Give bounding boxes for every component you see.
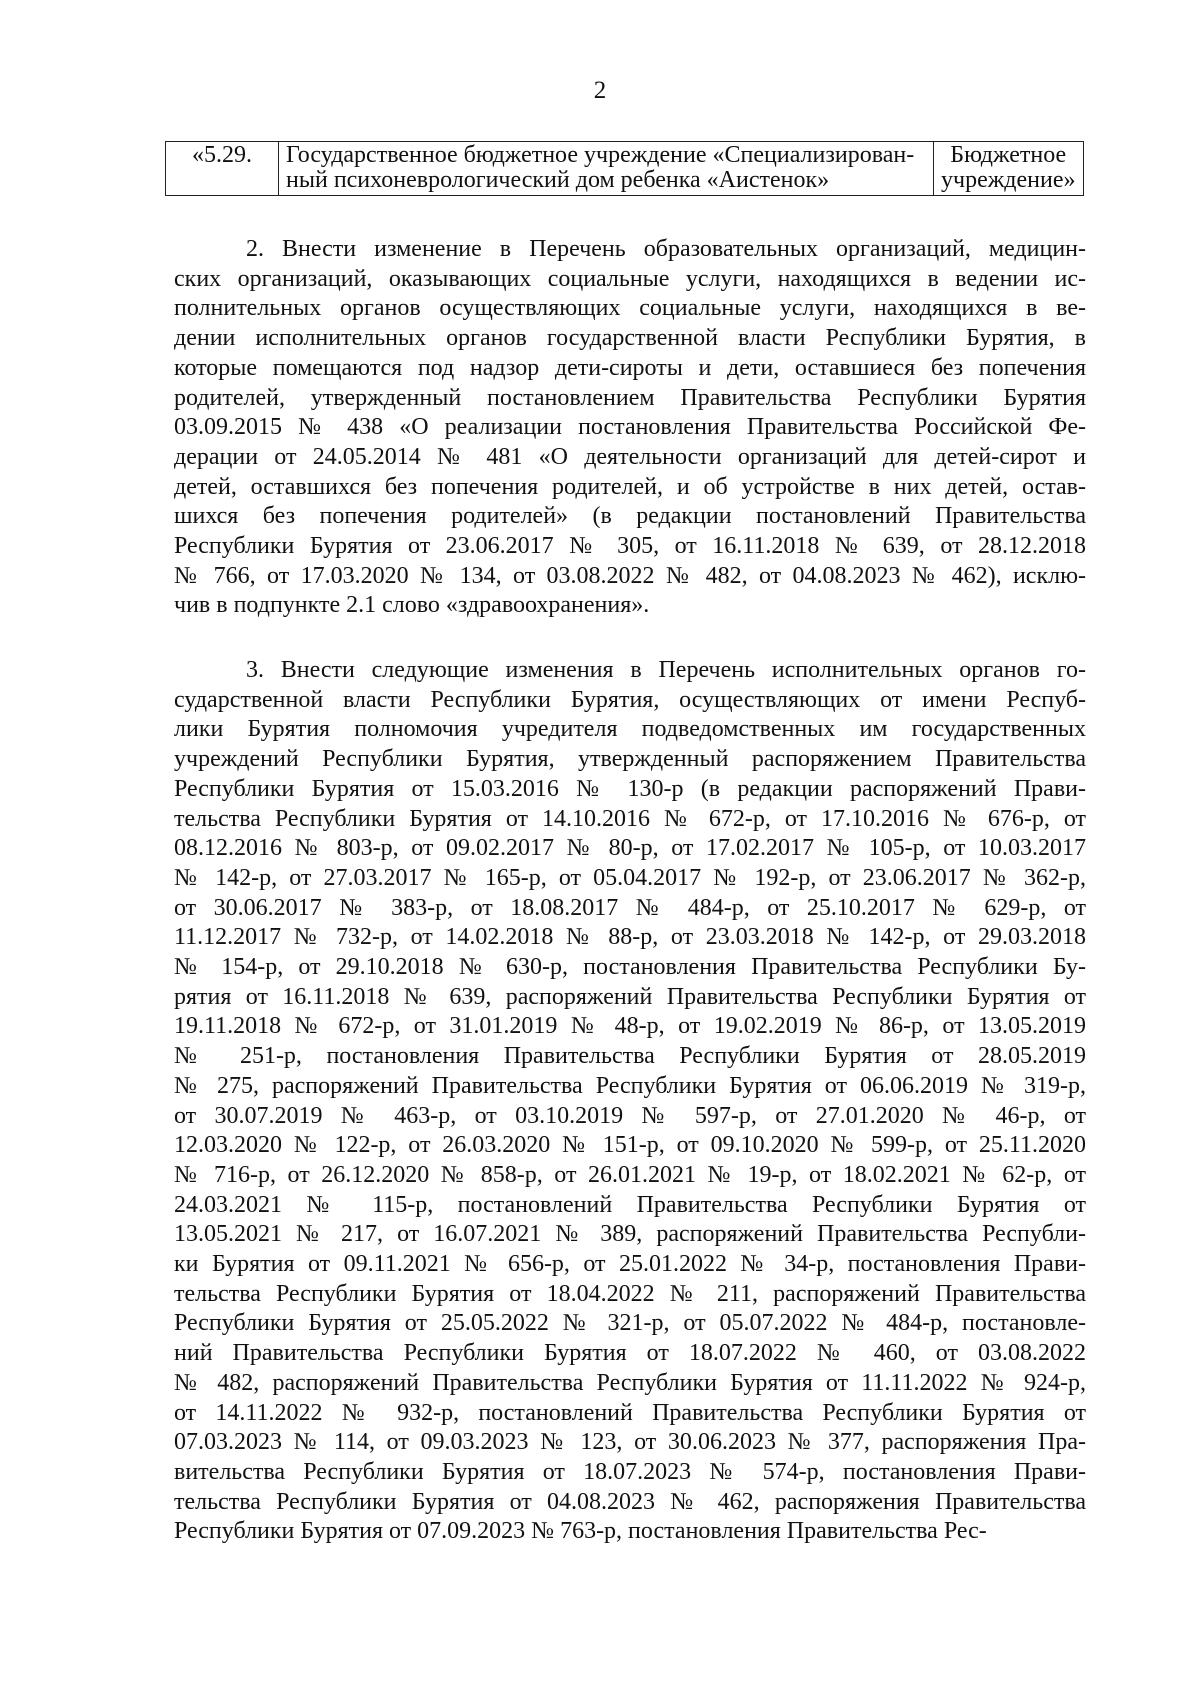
paragraph-line: Республики Бурятия от 25.05.2022 № 321-р, от 05.07.2022 № 484-р, постановле- bbox=[174, 1310, 1086, 1337]
paragraph-line: 19.11.2018 № 672-р, от 31.01.2019 № 48-р, от 19.02.2019 № 86-р, от 13.05.2019 bbox=[174, 1013, 1086, 1040]
paragraph-line: тельства Республики Бурятия от 04.08.2023 № 462, распоряжения Правительства bbox=[174, 1488, 1086, 1515]
paragraph-line: Республики Бурятия от 07.09.2023 № 763-р, постановления Правительства Рес- bbox=[174, 1518, 987, 1545]
table-row bbox=[166, 142, 1084, 196]
paragraph-line: № 251-р, постановления Правительства Республики Бурятия от 28.05.2019 bbox=[174, 1043, 1086, 1070]
institution-type-line: учреждение» bbox=[941, 167, 1076, 193]
paragraph-line: тельства Республики Бурятия от 18.04.2022 № 211, распоряжений Правительства bbox=[174, 1280, 1086, 1307]
paragraph-line: ний Правительства Республики Бурятия от 18.07.2022 № 460, от 03.08.2022 bbox=[174, 1340, 1086, 1367]
paragraph-line: от 14.11.2022 № 932-р, постановлений Правительства Республики Бурятия от bbox=[174, 1399, 1086, 1426]
paragraph-line: Республики Бурятия от 23.06.2017 № 305, от 16.11.2018 № 639, от 28.12.2018 bbox=[174, 533, 1086, 560]
paragraph-line: ки Бурятия от 09.11.2021 № 656-р, от 25.01.2022 № 34-р, постановления Прави- bbox=[174, 1251, 1086, 1278]
row-number: «5.29. bbox=[192, 142, 252, 168]
institution-type-cell bbox=[934, 142, 1084, 196]
paragraph-line: детей, оставшихся без попечения родителей, и об устройстве в них детей, остав- bbox=[174, 473, 1086, 500]
institution-name-cell bbox=[279, 142, 934, 196]
paragraph-line: № 142-р, от 27.03.2017 № 165-р, от 05.04.2017 № 192-р, от 23.06.2017 № 362-р, bbox=[174, 864, 1086, 891]
paragraph-line: 13.05.2021 № 217, от 16.07.2021 № 389, распоряжений Правительства Республи- bbox=[174, 1221, 1086, 1248]
institution-type-line: Бюджетное bbox=[950, 142, 1067, 168]
paragraph-line: лики Бурятия полномочия учредителя подведомственных им государственных bbox=[174, 716, 1086, 743]
paragraph-line: от 30.06.2017 № 383-р, от 18.08.2017 № 484-р, от 25.10.2017 № 629-р, от bbox=[174, 894, 1086, 921]
paragraph-line: шихся без попечения родителей» (в редакции постановлений Правительства bbox=[174, 503, 1086, 530]
paragraph-line: 11.12.2017 № 732-р, от 14.02.2018 № 88-р, от 23.03.2018 № 142-р, от 29.03.2018 bbox=[174, 924, 1086, 951]
paragraph-line: 03.09.2015 № 438 «О реализации постановления Правительства Российской Фе- bbox=[174, 414, 1086, 441]
paragraph-line: чив в подпункте 2.1 слово «здравоохранения». bbox=[174, 592, 650, 619]
row-number-cell bbox=[166, 142, 279, 196]
paragraph-line: № 766, от 17.03.2020 № 134, от 03.08.2022 № 482, от 04.08.2023 № 462), исклю- bbox=[174, 562, 1086, 589]
paragraph-line: 3. Внести следующие изменения в Перечень исполнительных органов го- bbox=[246, 657, 1086, 683]
paragraph-line: рятия от 16.11.2018 № 639, распоряжений Правительства Республики Бурятия от bbox=[174, 983, 1086, 1010]
paragraph-line: тельства Республики Бурятия от 14.10.2016 № 672-р, от 17.10.2016 № 676-р, от bbox=[174, 805, 1086, 832]
paragraph-line: дении исполнительных органов государственной власти Республики Бурятия, в bbox=[174, 325, 1086, 352]
paragraph-line: 08.12.2016 № 803-р, от 09.02.2017 № 80-р, от 17.02.2017 № 105-р, от 10.03.2017 bbox=[174, 835, 1086, 862]
institution-name-line: ный психоневрологический дом ребенка «Аистенок» bbox=[286, 167, 830, 193]
institution-table bbox=[165, 141, 1084, 196]
paragraph-line: 07.03.2023 № 114, от 09.03.2023 № 123, от 30.06.2023 № 377, распоряжения Пра- bbox=[174, 1429, 1086, 1456]
paragraph-line: Республики Бурятия от 15.03.2016 № 130-р (в редакции распоряжений Прави- bbox=[174, 775, 1086, 802]
paragraph-2 bbox=[174, 235, 1086, 621]
paragraph-line: сударственной власти Республики Бурятия, осуществляющих от имени Респуб- bbox=[174, 686, 1086, 713]
paragraph-line: учреждений Республики Бурятия, утвержденный распоряжением Правительства bbox=[174, 746, 1086, 773]
paragraph-line: 24.03.2021 № 115-р, постановлений Правительства Республики Бурятия от bbox=[174, 1191, 1086, 1218]
institution-name-line: Государственное бюджетное учреждение «Специализирован- bbox=[286, 142, 915, 168]
paragraph-line: дерации от 24.05.2014 № 481 «О деятельности организаций для детей-сирот и bbox=[174, 443, 1086, 470]
paragraph-line: № 482, распоряжений Правительства Республики Бурятия от 11.11.2022 № 924-р, bbox=[174, 1369, 1086, 1396]
paragraph-line: 2. Внести изменение в Перечень образовательных организаций, медицин- bbox=[246, 236, 1086, 262]
paragraph-line: № 154-р, от 29.10.2018 № 630-р, постановления Правительства Республики Бу- bbox=[174, 954, 1086, 981]
institution-table-grid bbox=[165, 141, 1084, 196]
paragraph-line: родителей, утвержденный постановлением Правительства Республики Бурятия bbox=[174, 384, 1086, 411]
paragraph-3 bbox=[174, 656, 1086, 1547]
paragraph-line: № 275, распоряжений Правительства Республики Бурятия от 06.06.2019 № 319-р, bbox=[174, 1072, 1086, 1099]
paragraph-line: № 716-р, от 26.12.2020 № 858-р, от 26.01.2021 № 19-р, от 18.02.2021 № 62-р, от bbox=[174, 1161, 1086, 1188]
paragraph-line: полнительных органов осуществляющих социальные услуги, находящихся в ве- bbox=[174, 295, 1086, 322]
paragraph-line: ских организаций, оказывающих социальные услуги, находящихся в ведении ис- bbox=[174, 265, 1086, 292]
paragraph-line: 12.03.2020 № 122-р, от 26.03.2020 № 151-р, от 09.10.2020 № 599-р, от 25.11.2020 bbox=[174, 1132, 1086, 1159]
paragraph-line: вительства Республики Бурятия от 18.07.2023 № 574-р, постановления Прави- bbox=[174, 1458, 1086, 1485]
paragraph-line: которые помещаются под надзор дети-сироты и дети, оставшиеся без попечения bbox=[174, 354, 1086, 381]
paragraph-line: от 30.07.2019 № 463-р, от 03.10.2019 № 597-р, от 27.01.2020 № 46-р, от bbox=[174, 1102, 1086, 1129]
page-number: 2 bbox=[593, 77, 607, 104]
